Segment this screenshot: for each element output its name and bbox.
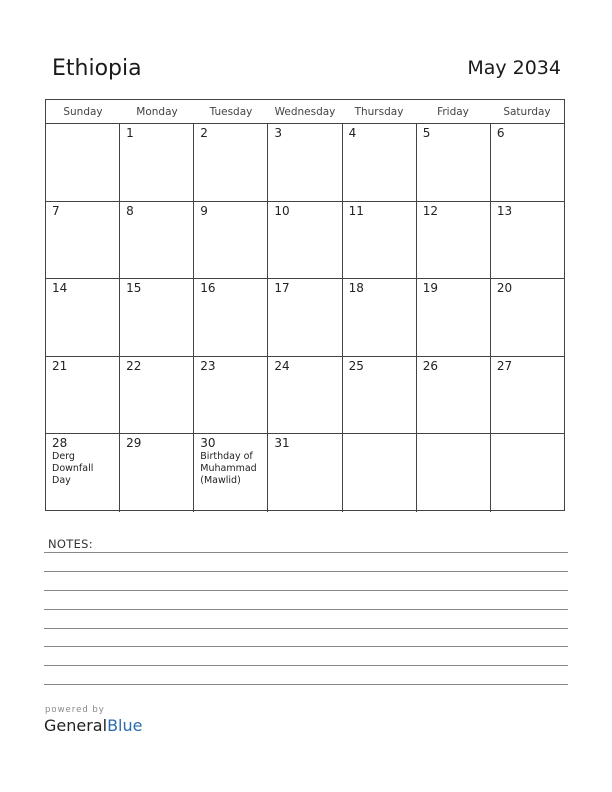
week-row: [46, 434, 564, 512]
day-cell: [194, 357, 268, 434]
day-cell: [268, 202, 342, 279]
day-cell: [194, 124, 268, 201]
calendar-grid: [45, 99, 565, 511]
day-cell: [120, 202, 194, 279]
day-cell: [417, 279, 491, 356]
generalblue-logo: [44, 716, 142, 735]
holiday-text: Muhammad: [200, 463, 257, 475]
day-number: 14: [52, 281, 68, 296]
holiday-text: Day: [52, 475, 71, 487]
day-number: 7: [52, 203, 60, 218]
day-number: 27: [496, 358, 513, 373]
day-cell: [343, 202, 417, 279]
day-cell: [120, 434, 194, 512]
day-cell: [491, 279, 564, 356]
day-number: 1: [126, 126, 134, 140]
day-number: 11: [348, 203, 364, 218]
day-number: 31: [274, 436, 290, 451]
day-number: 22: [126, 358, 142, 373]
day-number: 23: [200, 358, 216, 373]
notes-line: [44, 571, 568, 572]
holiday-text: (Mawlid): [200, 475, 241, 487]
day-cell: [417, 124, 491, 201]
day-cell: [268, 357, 342, 434]
day-number: 4: [348, 126, 357, 140]
day-cell: [46, 279, 120, 356]
day-number: 16: [200, 281, 216, 296]
day-number: 30: [200, 436, 216, 451]
notes-line: [44, 590, 568, 591]
day-cell: [194, 434, 268, 512]
day-number: 9: [200, 203, 208, 218]
week-row: [46, 357, 564, 435]
day-cell: [120, 124, 194, 201]
day-cell: [268, 124, 342, 201]
brand-blue-text: Blue: [107, 716, 143, 735]
day-number: 3: [274, 126, 283, 140]
day-cell: [268, 434, 342, 512]
day-cell: [343, 357, 417, 434]
day-number: 29: [126, 436, 142, 451]
day-number: 19: [422, 281, 438, 296]
day-number: 17: [274, 281, 290, 296]
week-row: [46, 202, 564, 280]
notes-label: NOTES:: [48, 537, 93, 551]
weekday-friday: Friday: [437, 106, 469, 118]
month-year-title: May 2034: [467, 57, 561, 79]
day-number: 28: [52, 436, 68, 451]
day-cell: [343, 279, 417, 356]
day-cell: [491, 202, 564, 279]
day-number: 12: [422, 203, 438, 218]
day-number: 15: [126, 281, 142, 296]
day-number: 8: [126, 203, 134, 218]
day-number: 10: [274, 203, 290, 218]
day-cell: [343, 124, 417, 201]
weekday-wednesday: Wednesday: [274, 106, 336, 118]
day-cell: [46, 124, 120, 201]
weekday-tuesday: Tuesday: [209, 106, 253, 118]
brand-general-text: General: [44, 716, 108, 735]
day-cell: [46, 202, 120, 279]
day-cell: [194, 279, 268, 356]
day-cell: [120, 279, 194, 356]
day-cell: [417, 357, 491, 434]
day-number: 6: [496, 126, 505, 140]
notes-line: [44, 665, 568, 666]
day-number: 24: [274, 358, 290, 373]
weekday-saturday: Saturday: [503, 106, 551, 118]
day-cell: [491, 357, 564, 434]
day-cell: [491, 124, 564, 201]
day-cell: [343, 434, 417, 512]
day-cell: [417, 202, 491, 279]
country-title: Ethiopia: [52, 56, 142, 81]
day-number: 13: [496, 203, 513, 218]
day-cell: [417, 434, 491, 512]
day-number: 20: [496, 281, 513, 296]
week-row: [46, 279, 564, 357]
weekday-header-row: [46, 100, 564, 124]
notes-line: [44, 552, 568, 553]
day-number: 25: [348, 358, 364, 373]
week-row: [46, 124, 564, 202]
day-cell: [120, 357, 194, 434]
holiday-text: Downfall: [52, 463, 94, 475]
notes-line: [44, 684, 568, 685]
day-number: 21: [52, 358, 68, 373]
powered-by-text: powered by: [45, 705, 105, 715]
holiday-text: Birthday of: [200, 451, 253, 463]
holiday-text: Derg: [52, 451, 75, 463]
day-cell: [46, 357, 120, 434]
notes-line: [44, 628, 568, 629]
day-number: 26: [422, 358, 438, 373]
day-number: 5: [422, 126, 431, 140]
day-cell: [194, 202, 268, 279]
weekday-monday: Monday: [136, 106, 178, 118]
day-number: 18: [348, 281, 364, 296]
day-cell: [491, 434, 564, 512]
day-cell: [46, 434, 120, 512]
day-cell: [268, 279, 342, 356]
weekday-thursday: Thursday: [354, 106, 404, 118]
notes-line: [44, 609, 568, 610]
day-number: 2: [200, 126, 208, 140]
weekday-sunday: Sunday: [63, 106, 103, 118]
notes-line: [44, 646, 568, 647]
